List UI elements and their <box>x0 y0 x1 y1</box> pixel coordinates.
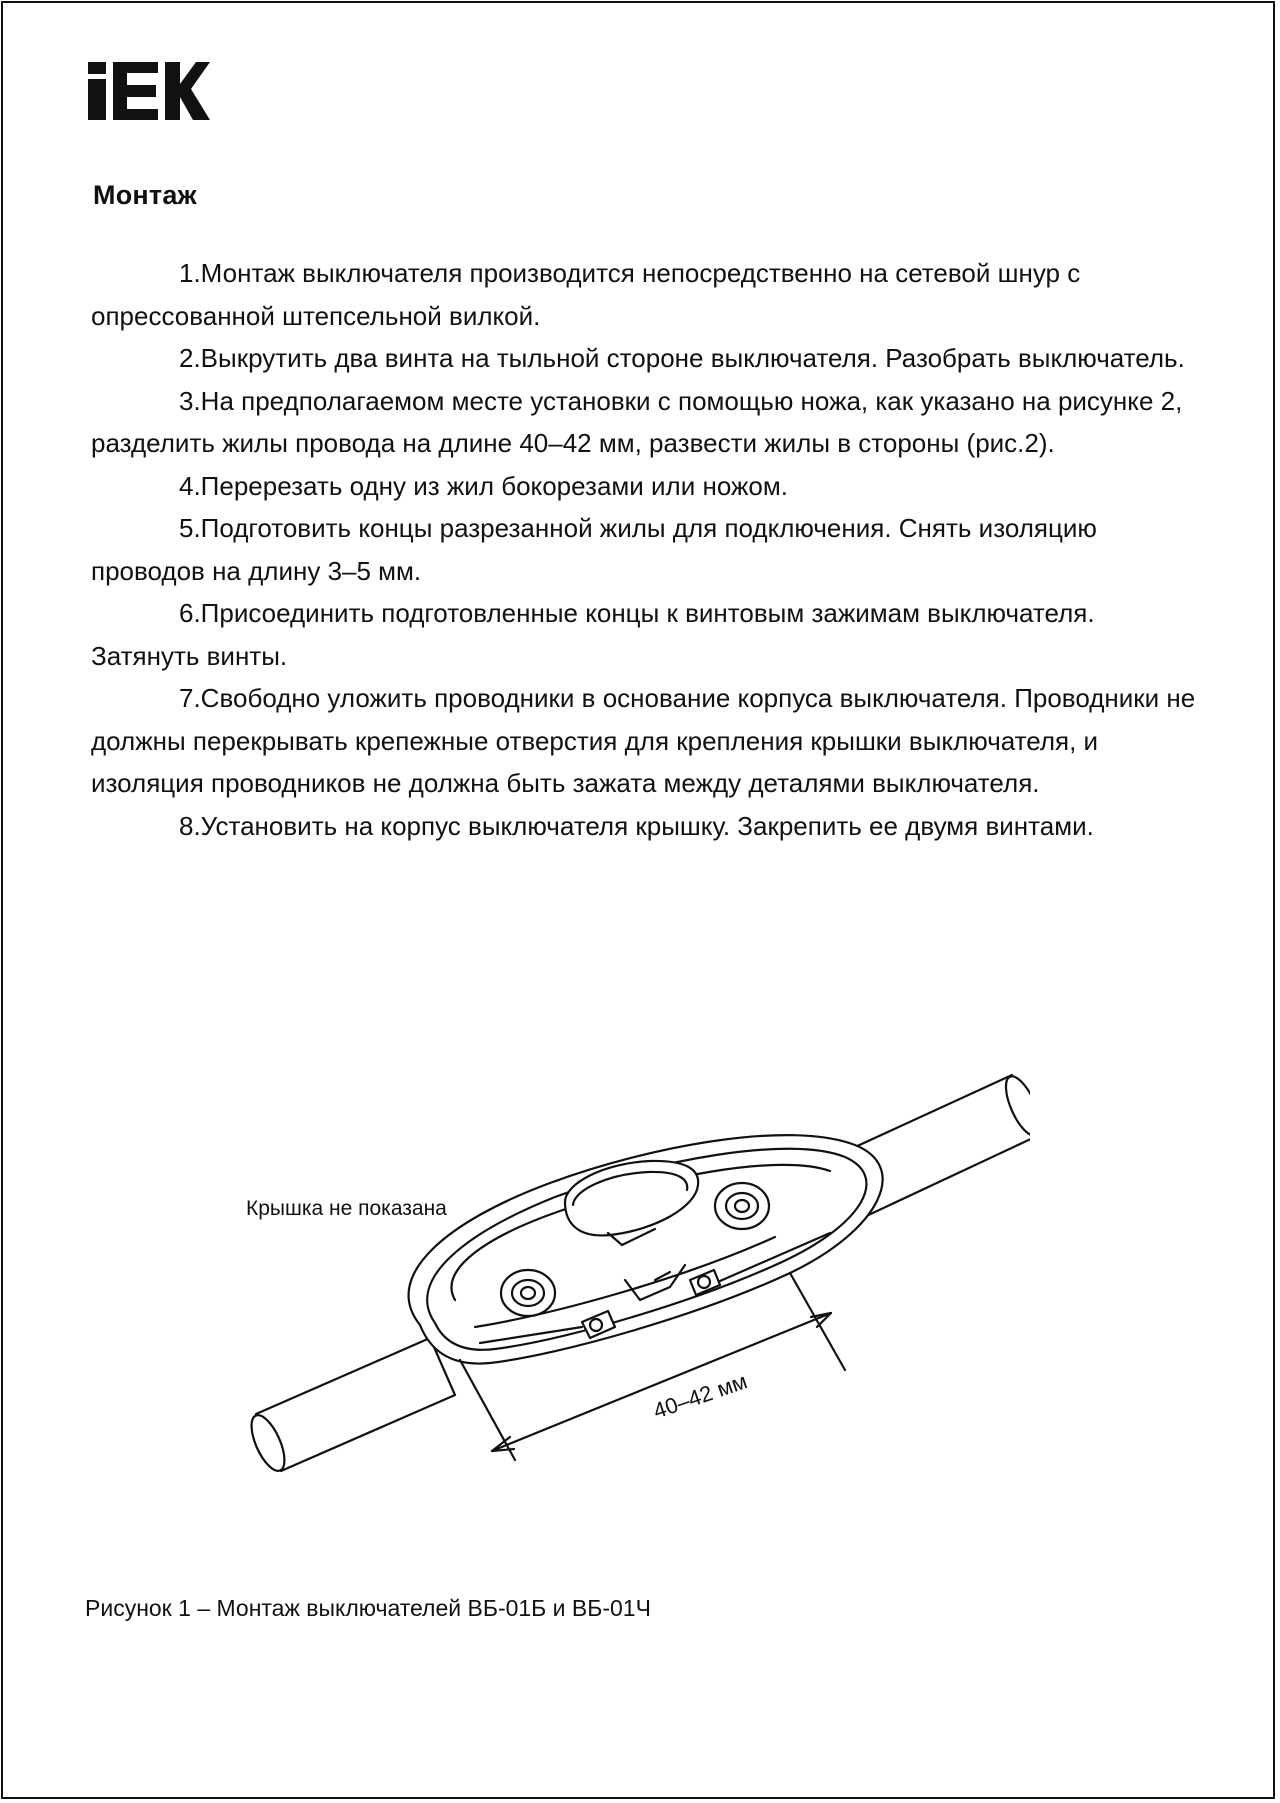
iek-logo <box>88 62 210 120</box>
instruction-step: 1.Монтаж выключателя производится непосредственно на сетевой шнур с опрессованной штепсельной вилкой. <box>91 258 1081 331</box>
instruction-step: 2.Выкрутить два винта на тыльной стороне выключателя. Разобрать выключатель. <box>179 343 1185 373</box>
instruction-step: 7.Свободно уложить проводники в основание корпуса выключателя. Проводники не должны перекрывать крепежные отверстия для крепления крышки выключателя, и изоляция проводников не должна быть зажата между деталями выключателя. <box>91 683 1196 798</box>
cable-left <box>256 1338 455 1471</box>
figure-caption: Рисунок 1 – Монтаж выключателей ВБ-01Б и ВБ-01Ч <box>85 1595 651 1621</box>
section-title: Монтаж <box>93 180 197 210</box>
switch-mounting-diagram <box>230 1065 1030 1485</box>
screw-post-left <box>501 1270 555 1316</box>
dimension-label: 40–42 мм <box>650 1368 751 1424</box>
figure-note: Крышка не показана <box>246 1197 447 1220</box>
instruction-step: 8.Установить на корпус выключателя крышку. Закрепить ее двумя винтами. <box>179 810 1094 841</box>
instruction-step: 5.Подготовить концы разрезанной жилы для подключения. Снять изоляцию проводов на длину 3–5 мм. <box>91 513 1097 586</box>
screw-post-right <box>715 1183 769 1229</box>
instruction-list <box>91 252 1201 847</box>
instruction-step: 6.Присоединить подготовленные концы к винтовым зажимам выключателя. Затянуть винты. <box>91 598 1095 671</box>
instruction-step: 4.Перерезать одну из жил бокорезами или ножом. <box>179 470 788 501</box>
instruction-step: 3.На предполагаемом месте установки с помощью ножа, как указано на рисунке 2, разделить жилы провода на длине 40–42 мм, развести жилы в стороны (рис.2). <box>91 385 1183 458</box>
